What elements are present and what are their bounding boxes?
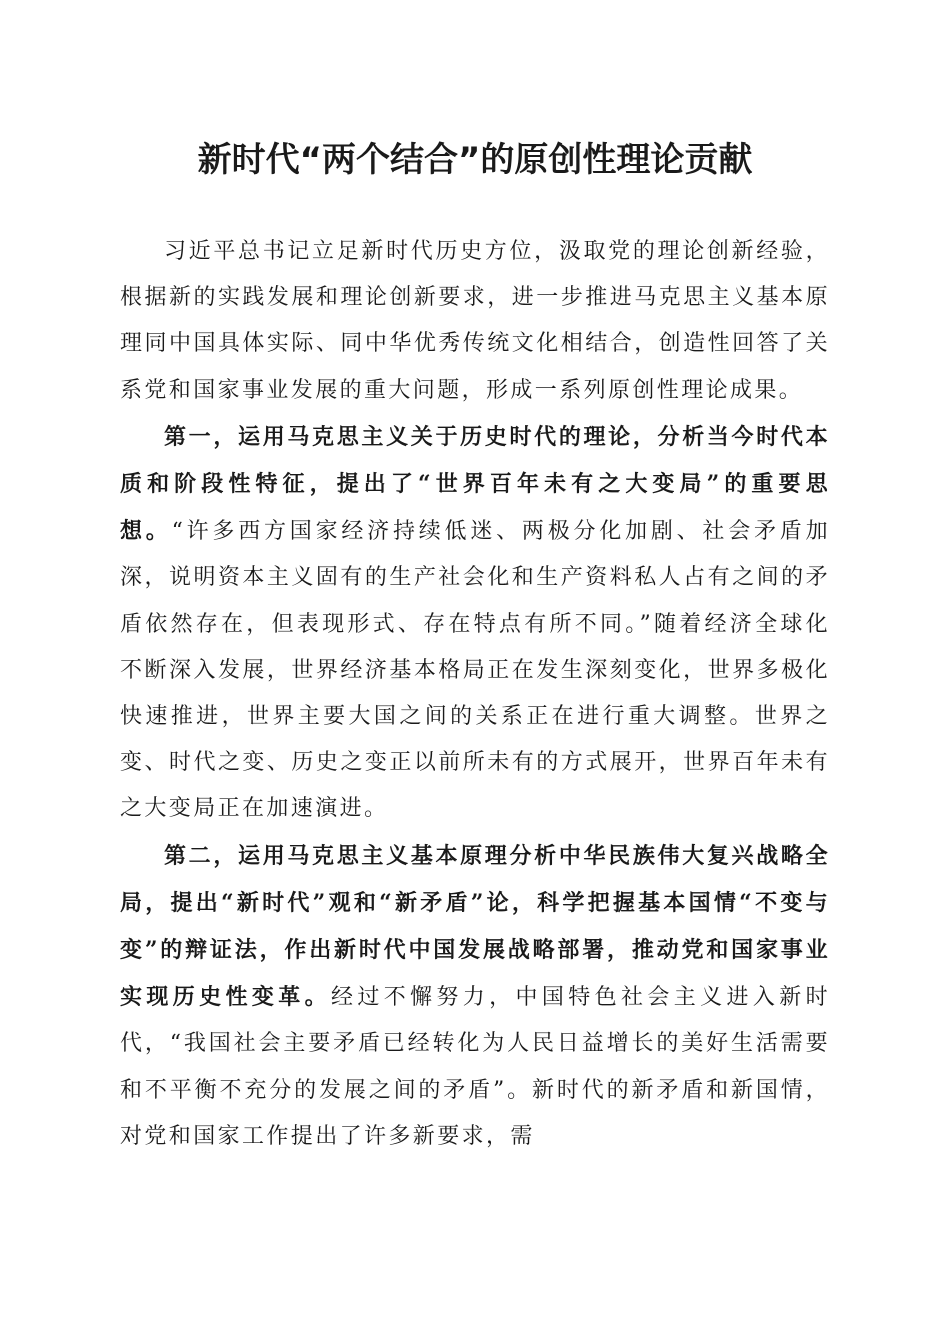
paragraph-lead: 第二，运用马克思主义基本原理分析中华民族伟大复兴战略全局，提出“新时代”观和“新矛盾”论，科学把握基本国情“不变与变”的辩证法，作出新时代中国发展战略部署，推动党和国家事业实现历史性变革。 xyxy=(120,842,830,1011)
document-title: 新时代“两个结合”的原创性理论贡献 xyxy=(197,140,753,180)
paragraph-intro xyxy=(120,228,830,414)
paragraph-lead: 第一，运用马克思主义关于历史时代的理论，分析当今时代本质和阶段性特征，提出了“世界百年未有之大变局”的重要思想。 xyxy=(120,423,830,545)
paragraph-text: 习近平总书记立足新时代历史方位，汲取党的理论创新经验，根据新的实践发展和理论创新要求，进一步推进马克思主义基本原理同中国具体实际、同中华优秀传统文化相结合，创造性回答了关系党和国家事业发展的重大问题，形成一系列原创性理论成果。 xyxy=(120,239,830,403)
paragraph-first-point xyxy=(120,414,830,833)
paragraph-text: “许多西方国家经济持续低迷、两极分化加剧、社会矛盾加深，说明资本主义固有的生产社会化和生产资料私人占有之间的矛盾依然存在，但表现形式、存在特点有所不同。”随着经济全球化不断深入发展，世界经济基本格局正在发生深刻变化，世界多极化快速推进，世界主要大国之间的关系正在进行重大调整。世界之变、时代之变、历史之变正以前所未有的方式展开，世界百年未有之大变局正在加速演进。 xyxy=(120,519,830,822)
paragraph-text: 经过不懈努力，中国特色社会主义进入新时代，“我国社会主要矛盾已经转化为人民日益增长的美好生活需要和不平衡不充分的发展之间的矛盾”。新时代的新矛盾和新国情，对党和国家工作提出了许多新要求，需 xyxy=(120,985,830,1149)
document-body xyxy=(120,228,830,1160)
paragraph-second-point xyxy=(120,833,830,1160)
